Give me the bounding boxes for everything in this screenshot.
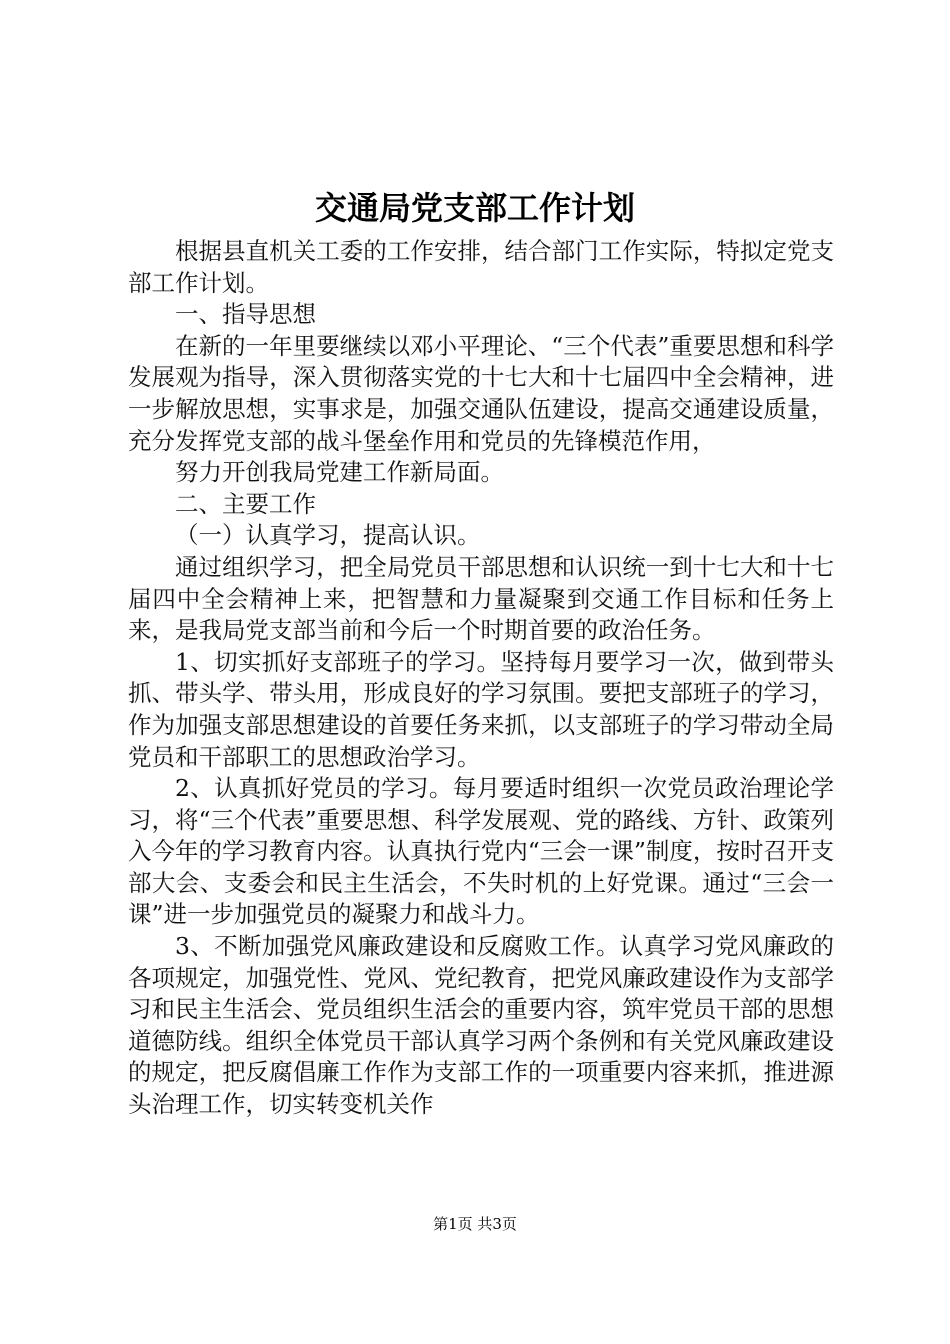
paragraph-item-2: 2、认真抓好党员的学习。每月要适时组织一次党员政治理论学习，将“三个代表”重要思想、科学发展观、党的路线、方针、政策列入今年的学习教育内容。认真执行党内“三会一课”制度，按时召开支部大会、支委会和民主生活会，不失时机的上好党课。通过“三会一课”进一步加强党员的凝聚力和战斗力。 [128,774,834,929]
paragraph-guiding-ideology: 在新的一年里要继续以邓小平理论、“三个代表”重要思想和科学发展观为指导，深入贯彻落实党的十七大和十七届四中全会精神，进一步解放思想，实事求是，加强交通队伍建设，提高交通建设质量，充分发挥党支部的战斗堡垒作用和党员的先锋模范作用， [128,331,834,455]
subsection-heading-study: （一）认真学习，提高认识。 [175,521,481,550]
section-heading-main-work: 二、主要工作 [175,489,316,518]
paragraph-item-1: 1、切实抓好支部班子的学习。坚持每月要学习一次，做到带头抓、带头学、带头用，形成良好的学习氛围。要把支部班子的学习，作为加强支部思想建设的首要任务来抓，以支部班子的学习带动全局党员和干部职工的思想政治学习。 [128,647,834,771]
paragraph-study-goal: 通过组织学习，把全局党员干部思想和认识统一到十七大和十七届四中全会精神上来，把智慧和力量凝聚到交通工作目标和任务上来，是我局党支部当前和今后一个时期首要的政治任务。 [128,552,834,645]
document-body [128,236,834,1121]
paragraph-intro: 根据县直机关工委的工作安排，结合部门工作实际，特拟定党支部工作计划。 [128,237,834,297]
section-heading-guiding-ideology: 一、指导思想 [175,300,316,329]
paragraph-new-situation: 努力开创我局党建工作新局面。 [175,458,504,487]
document-title: 交通局党支部工作计划 [314,189,635,227]
page-number-footer: 第1页 共3页 [433,1215,517,1233]
paragraph-item-3: 3、不断加强党风廉政建设和反腐败工作。认真学习党风廉政的各项规定，加强党性、党风、党纪教育，把党风廉政建设作为支部学习和民主生活会、党员组织生活会的重要内容，筑牢党员干部的思想道德防线。组织全体党员干部认真学习两个条例和有关党风廉政建设的规定，把反腐倡廉工作作为支部工作的一项重要内容来抓，推进源头治理工作，切实转变机关作 [128,932,834,1119]
